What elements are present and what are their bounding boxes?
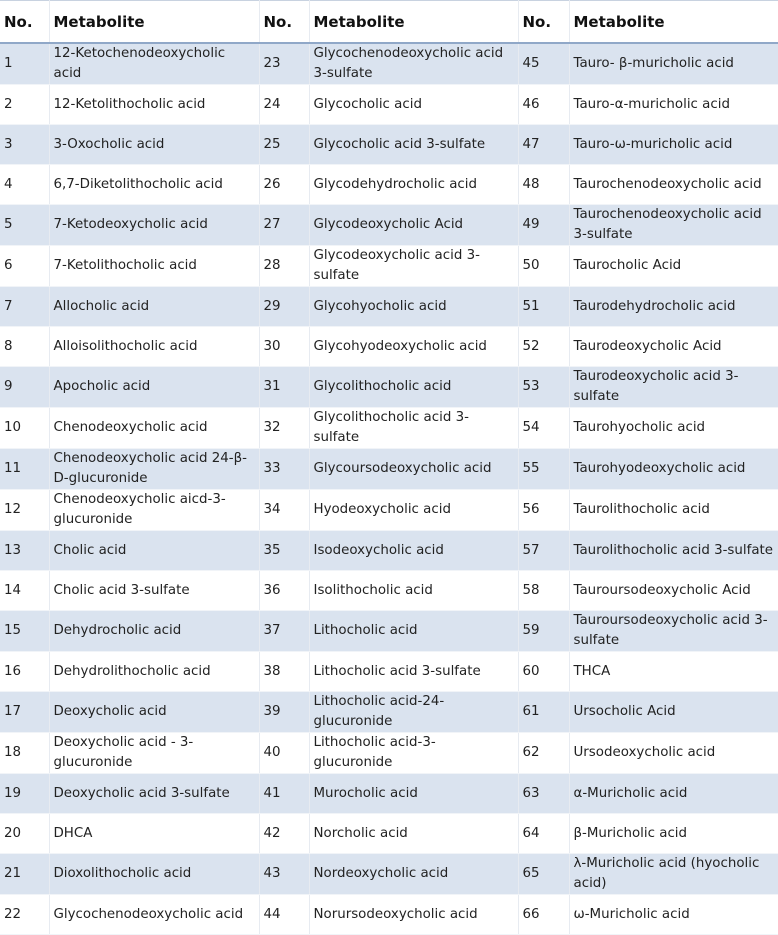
row-number-cell (518, 611, 569, 652)
metabolite-name: Nordeoxycholic acid (313, 866, 449, 881)
metabolite-name-cell (49, 733, 259, 774)
row-number-cell (259, 652, 309, 692)
row-number: 18 (4, 745, 22, 760)
table-row (0, 571, 778, 611)
row-number: 56 (522, 502, 540, 517)
metabolite-name-cell (309, 652, 518, 692)
row-number: 5 (4, 217, 13, 232)
metabolite-name: Ursodeoxycholic acid (573, 745, 716, 760)
row-number: 25 (263, 136, 281, 152)
row-number-cell (518, 449, 569, 490)
header-row (0, 1, 778, 44)
row-number-cell (0, 895, 49, 935)
table-row (0, 814, 778, 854)
row-number: 9 (4, 379, 13, 394)
metabolite-name-cell (49, 287, 259, 327)
row-number: 51 (522, 298, 540, 314)
table-row (0, 531, 778, 571)
table-row (0, 774, 778, 814)
row-number-cell (259, 125, 309, 165)
row-number-cell (259, 814, 309, 854)
row-number-cell (518, 652, 569, 692)
row-number-cell (518, 327, 569, 367)
metabolite-name-cell (309, 733, 518, 774)
row-number-cell (518, 895, 569, 935)
metabolite-name-cell (49, 652, 259, 692)
metabolite-name: Lithocholic acid-3-glucuronide (313, 735, 436, 770)
row-number: 62 (522, 745, 540, 760)
row-number-cell (0, 490, 49, 531)
metabolite-name-cell (569, 611, 778, 652)
row-number-cell (259, 165, 309, 205)
metabolite-name: Glycodehydrocholic acid (313, 176, 478, 192)
row-number-cell (0, 449, 49, 490)
metabolite-name: λ-Muricholic acid (hyocholic acid) (573, 856, 760, 891)
row-number: 37 (263, 623, 281, 638)
metabolite-name: Dehydrolithocholic acid (53, 663, 211, 679)
row-number: 15 (4, 623, 22, 638)
metabolite-name: Glycochenodeoxycholic acid (53, 906, 244, 922)
row-number-cell (0, 85, 49, 125)
metabolite-name-cell (309, 408, 518, 449)
table-row (0, 692, 778, 733)
row-number-cell (518, 814, 569, 854)
metabolite-name-cell (309, 205, 518, 246)
metabolite-name-cell (309, 327, 518, 367)
metabolite-name: 6,7-Diketolithocholic acid (53, 176, 223, 192)
metabolite-name: Murocholic acid (313, 785, 418, 801)
metabolite-name-cell (49, 327, 259, 367)
row-number-cell (259, 205, 309, 246)
metabolite-name-cell (569, 490, 778, 531)
table-row (0, 85, 778, 125)
row-number: 43 (263, 866, 281, 881)
row-number: 35 (263, 542, 281, 558)
row-number: 14 (4, 582, 22, 598)
metabolite-name: Cholic acid (53, 542, 127, 558)
row-number: 65 (522, 866, 540, 881)
row-number: 47 (522, 136, 540, 152)
metabolite-name-cell (569, 408, 778, 449)
row-number-cell (518, 692, 569, 733)
row-number: 28 (263, 258, 281, 273)
row-number: 52 (522, 338, 540, 354)
row-number-cell (0, 692, 49, 733)
row-number-cell (518, 85, 569, 125)
row-number: 42 (263, 825, 281, 841)
metabolite-name: Norursodeoxycholic acid (313, 906, 478, 922)
row-number-cell (0, 814, 49, 854)
row-number: 63 (522, 785, 540, 801)
metabolite-name-cell (569, 327, 778, 367)
row-number: 16 (4, 663, 22, 679)
row-number-cell (0, 287, 49, 327)
metabolite-name-cell (49, 895, 259, 935)
metabolite-name: Tauroursodeoxycholic Acid (573, 582, 751, 598)
row-number-cell (0, 733, 49, 774)
metabolite-name-cell (49, 814, 259, 854)
metabolite-name: Taurolithocholic acid 3-sulfate (573, 542, 774, 558)
metabolite-name: Glycodeoxycholic Acid (313, 217, 464, 232)
row-number: 53 (522, 379, 540, 394)
row-number: 27 (263, 217, 281, 232)
metabolite-name-cell (309, 571, 518, 611)
row-number: 1 (4, 56, 13, 71)
row-number: 26 (263, 176, 281, 192)
metabolite-name-cell (569, 367, 778, 408)
row-number-cell (0, 408, 49, 449)
row-number-cell (0, 246, 49, 287)
metabolite-name-cell (49, 449, 259, 490)
row-number-cell (0, 43, 49, 85)
row-number: 11 (4, 461, 22, 476)
row-number-cell (518, 43, 569, 85)
header-metabolite: Metabolite (569, 1, 778, 44)
row-number-cell (0, 854, 49, 895)
row-number: 49 (522, 217, 540, 232)
metabolite-name-cell (49, 85, 259, 125)
row-number: 4 (4, 176, 13, 192)
row-number: 54 (522, 420, 540, 435)
metabolite-name: Tauroursodeoxycholic acid 3-sulfate (573, 613, 768, 648)
row-number: 30 (263, 338, 281, 354)
row-number-cell (259, 854, 309, 895)
metabolite-name: Taurochenodeoxycholic acid (573, 176, 762, 192)
row-number-cell (518, 246, 569, 287)
metabolite-name: Taurodeoxycholic Acid (573, 338, 722, 354)
row-number: 24 (263, 96, 281, 112)
metabolite-name: Glycohyodeoxycholic acid (313, 338, 487, 354)
metabolite-name: Norcholic acid (313, 825, 408, 841)
metabolite-name-cell (49, 571, 259, 611)
metabolite-name-cell (49, 408, 259, 449)
metabolite-name: 7-Ketolithocholic acid (53, 258, 197, 273)
metabolite-name-cell (569, 287, 778, 327)
metabolite-name: THCA (573, 663, 611, 679)
row-number-cell (259, 246, 309, 287)
row-number: 8 (4, 338, 13, 354)
metabolite-name: α-Muricholic acid (573, 785, 688, 801)
row-number: 66 (522, 906, 540, 922)
row-number-cell (0, 205, 49, 246)
row-number: 39 (263, 704, 281, 719)
row-number: 34 (263, 502, 281, 517)
table-row (0, 490, 778, 531)
row-number-cell (0, 327, 49, 367)
row-number-cell (259, 531, 309, 571)
row-number-cell (0, 125, 49, 165)
metabolite-name: Cholic acid 3-sulfate (53, 582, 190, 598)
metabolite-name-cell (49, 692, 259, 733)
metabolite-name: Tauro-ω-muricholic acid (573, 136, 733, 152)
row-number-cell (518, 205, 569, 246)
metabolite-name-cell (569, 205, 778, 246)
row-number-cell (518, 165, 569, 205)
row-number-cell (259, 490, 309, 531)
row-number: 55 (522, 461, 540, 476)
table-row (0, 125, 778, 165)
metabolite-name-cell (309, 531, 518, 571)
row-number: 19 (4, 785, 22, 801)
row-number-cell (0, 652, 49, 692)
table-row (0, 287, 778, 327)
metabolite-name: Lithocholic acid-24-glucuronide (313, 694, 445, 729)
row-number: 29 (263, 298, 281, 314)
row-number: 17 (4, 704, 22, 719)
row-number: 59 (522, 623, 540, 638)
row-number: 50 (522, 258, 540, 273)
metabolite-name-cell (309, 774, 518, 814)
row-number: 40 (263, 745, 281, 760)
metabolite-name-cell (309, 814, 518, 854)
metabolite-name-cell (49, 611, 259, 652)
metabolite-name: Chenodeoxycholic acid 24-β-D-glucuronide (53, 451, 248, 486)
row-number: 36 (263, 582, 281, 598)
metabolite-name: Allocholic acid (53, 298, 150, 314)
table-row (0, 733, 778, 774)
row-number-cell (0, 571, 49, 611)
metabolite-name: Chenodeoxycholic aicd-3-glucuronide (53, 492, 226, 527)
row-number-cell (0, 165, 49, 205)
row-number: 12 (4, 502, 22, 517)
row-number: 45 (522, 56, 540, 71)
table-header (0, 1, 778, 44)
metabolite-name-cell (569, 692, 778, 733)
row-number-cell (259, 895, 309, 935)
metabolite-name-cell (309, 85, 518, 125)
metabolite-name: Deoxycholic acid (53, 704, 167, 719)
row-number-cell (518, 531, 569, 571)
metabolite-name: Glycochenodeoxycholic acid 3-sulfate (313, 46, 504, 81)
metabolite-name-cell (569, 774, 778, 814)
metabolite-name-cell (569, 571, 778, 611)
row-number: 58 (522, 582, 540, 598)
table-row (0, 327, 778, 367)
metabolite-name: Glycoursodeoxycholic acid (313, 461, 492, 476)
metabolite-name-cell (569, 246, 778, 287)
metabolite-name: Alloisolithocholic acid (53, 338, 198, 354)
row-number: 23 (263, 56, 281, 71)
metabolite-name: Glycolithocholic acid 3-sulfate (313, 410, 469, 445)
row-number-cell (259, 774, 309, 814)
row-number-cell (518, 287, 569, 327)
header-metabolite: Metabolite (49, 1, 259, 44)
metabolite-name: Taurohyocholic acid (573, 420, 706, 435)
row-number-cell (0, 611, 49, 652)
metabolite-name: Deoxycholic acid 3-sulfate (53, 785, 230, 801)
metabolite-name-cell (309, 43, 518, 85)
row-number: 13 (4, 542, 22, 558)
metabolite-name: Glycohyocholic acid (313, 298, 447, 314)
metabolite-name: DHCA (53, 825, 93, 841)
header-no: No. (0, 1, 49, 44)
row-number: 3 (4, 136, 13, 152)
row-number: 31 (263, 379, 281, 394)
row-number-cell (259, 571, 309, 611)
row-number-cell (259, 408, 309, 449)
row-number: 6 (4, 258, 13, 273)
metabolite-name-cell (569, 85, 778, 125)
metabolite-name: Glycolithocholic acid (313, 379, 452, 394)
row-number-cell (259, 367, 309, 408)
table-row (0, 165, 778, 205)
table-row (0, 652, 778, 692)
row-number: 46 (522, 96, 540, 112)
metabolite-name-cell (309, 165, 518, 205)
row-number-cell (259, 43, 309, 85)
metabolite-name: Taurolithocholic acid (573, 502, 710, 517)
row-number-cell (518, 125, 569, 165)
table-row (0, 408, 778, 449)
metabolite-name-cell (309, 611, 518, 652)
metabolite-name-cell (49, 43, 259, 85)
metabolite-name: 12-Ketochenodeoxycholic acid (53, 46, 226, 81)
metabolite-name-cell (569, 125, 778, 165)
metabolite-name: Ursocholic Acid (573, 704, 676, 719)
table-row (0, 854, 778, 895)
row-number-cell (0, 531, 49, 571)
metabolite-name: Glycocholic acid (313, 96, 422, 112)
row-number-cell (518, 854, 569, 895)
metabolite-name: Glycocholic acid 3-sulfate (313, 136, 486, 152)
row-number: 38 (263, 663, 281, 679)
row-number: 60 (522, 663, 540, 679)
row-number-cell (0, 367, 49, 408)
metabolite-name: Apocholic acid (53, 379, 151, 394)
row-number-cell (518, 774, 569, 814)
metabolite-name: Taurodeoxycholic acid 3-sulfate (573, 369, 739, 404)
header-metabolite: Metabolite (309, 1, 518, 44)
row-number-cell (518, 367, 569, 408)
row-number-cell (259, 733, 309, 774)
metabolite-name-cell (569, 165, 778, 205)
row-number: 64 (522, 825, 540, 841)
row-number: 44 (263, 906, 281, 922)
row-number: 41 (263, 785, 281, 801)
row-number: 21 (4, 866, 22, 881)
metabolite-name-cell (569, 531, 778, 571)
metabolite-name-cell (49, 367, 259, 408)
table-row (0, 246, 778, 287)
metabolite-name: Isolithocholic acid (313, 582, 433, 598)
row-number: 57 (522, 542, 540, 558)
metabolite-name-cell (309, 490, 518, 531)
row-number: 10 (4, 420, 22, 435)
table-row (0, 367, 778, 408)
metabolite-name: Taurohyodeoxycholic acid (573, 461, 746, 476)
metabolite-name-cell (569, 814, 778, 854)
metabolite-name-cell (309, 246, 518, 287)
row-number-cell (259, 287, 309, 327)
metabolite-name: Hyodeoxycholic acid (313, 502, 451, 517)
metabolite-name-cell (309, 854, 518, 895)
row-number-cell (259, 327, 309, 367)
row-number-cell (259, 692, 309, 733)
row-number-cell (259, 449, 309, 490)
metabolite-name-cell (309, 367, 518, 408)
row-number-cell (259, 85, 309, 125)
metabolite-name: Chenodeoxycholic acid (53, 420, 208, 435)
metabolite-name: Dioxolithocholic acid (53, 866, 192, 881)
row-number-cell (518, 408, 569, 449)
row-number: 61 (522, 704, 540, 719)
row-number-cell (518, 571, 569, 611)
metabolite-name-cell (49, 531, 259, 571)
table-row (0, 205, 778, 246)
row-number: 2 (4, 96, 13, 112)
row-number-cell (0, 774, 49, 814)
metabolite-name: ω-Muricholic acid (573, 906, 690, 922)
metabolite-name: Lithocholic acid 3-sulfate (313, 663, 481, 679)
metabolite-name-cell (49, 490, 259, 531)
metabolite-name-cell (569, 733, 778, 774)
table-row (0, 43, 778, 85)
row-number: 48 (522, 176, 540, 192)
metabolite-name-cell (569, 854, 778, 895)
metabolite-name-cell (309, 287, 518, 327)
metabolite-name: Tauro-α-muricholic acid (573, 96, 730, 112)
metabolite-name: Glycodeoxycholic acid 3-sulfate (313, 248, 480, 283)
table-body (0, 43, 778, 935)
metabolite-name-cell (309, 895, 518, 935)
metabolite-name-cell (49, 205, 259, 246)
metabolite-name: β-Muricholic acid (573, 825, 688, 841)
metabolite-name: Isodeoxycholic acid (313, 542, 444, 558)
metabolite-name-cell (49, 774, 259, 814)
table-row (0, 895, 778, 935)
row-number: 32 (263, 420, 281, 435)
metabolite-name-cell (569, 43, 778, 85)
metabolite-name-cell (49, 165, 259, 205)
metabolite-name-cell (569, 652, 778, 692)
metabolite-name: Deoxycholic acid - 3-glucuronide (53, 735, 194, 770)
table-row (0, 449, 778, 490)
row-number: 20 (4, 825, 22, 841)
metabolite-name: Taurodehydrocholic acid (573, 298, 736, 314)
row-number-cell (259, 611, 309, 652)
metabolite-name-cell (309, 125, 518, 165)
metabolite-name-cell (569, 449, 778, 490)
metabolite-name-cell (569, 895, 778, 935)
metabolite-name: 3-Oxocholic acid (53, 136, 165, 152)
metabolite-name-cell (49, 854, 259, 895)
metabolite-name: Dehydrocholic acid (53, 623, 182, 638)
row-number: 33 (263, 461, 281, 476)
metabolite-name: Lithocholic acid (313, 623, 418, 638)
metabolite-name-cell (49, 246, 259, 287)
row-number: 22 (4, 906, 22, 922)
metabolite-name: 7-Ketodeoxycholic acid (53, 217, 208, 232)
metabolite-name-cell (309, 692, 518, 733)
metabolite-name: Tauro- β-muricholic acid (573, 56, 734, 71)
metabolite-name: 12-Ketolithocholic acid (53, 96, 206, 112)
header-no: No. (259, 1, 309, 44)
row-number: 7 (4, 298, 13, 314)
table-row (0, 611, 778, 652)
metabolite-name: Taurochenodeoxycholic acid 3-sulfate (573, 207, 762, 242)
metabolite-name: Taurocholic Acid (573, 258, 682, 273)
metabolite-name-cell (49, 125, 259, 165)
row-number-cell (518, 490, 569, 531)
row-number-cell (518, 733, 569, 774)
metabolite-name-cell (309, 449, 518, 490)
header-no: No. (518, 1, 569, 44)
